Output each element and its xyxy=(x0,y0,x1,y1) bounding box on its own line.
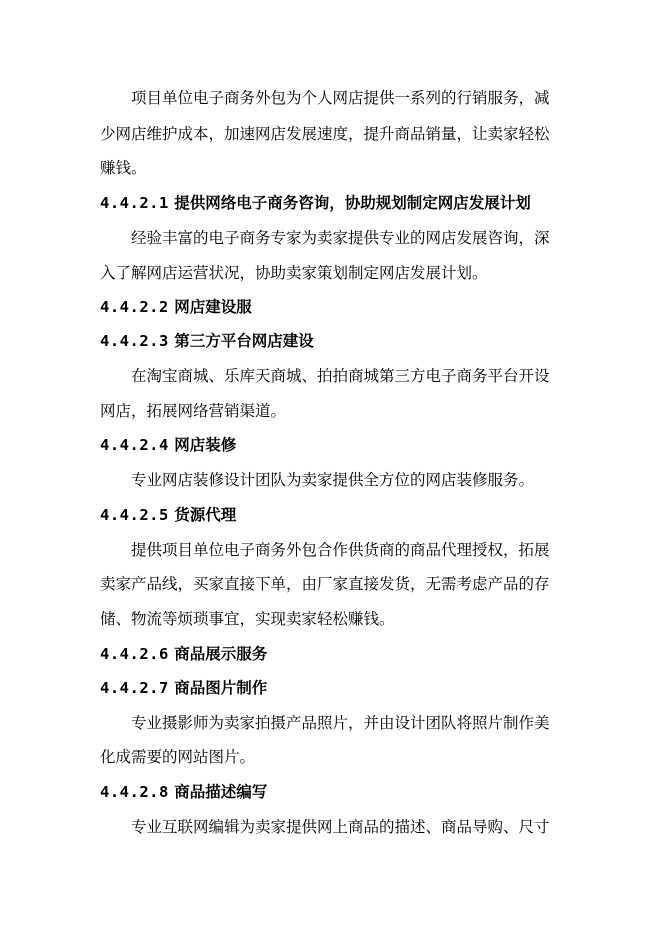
section-number: 4.4.2.1 xyxy=(100,194,169,212)
section-title: 第三方平台网店建设 xyxy=(174,331,314,350)
paragraph-line: 赚钱。 xyxy=(100,159,147,177)
section-heading xyxy=(100,297,252,317)
section-number: 4.4.2.2 xyxy=(100,298,169,316)
paragraph-line: 专业摄影师为卖家拍摄产品照片，并由设计团队将照片制作美 xyxy=(131,714,550,732)
paragraph-line: 经验丰富的电子商务专家为卖家提供专业的网店发展咨询，深 xyxy=(131,229,550,247)
paragraph-line: 卖家产品线，买家直接下单，由厂家直接发货，无需考虑产品的存 xyxy=(100,575,550,593)
section-number: 4.4.2.3 xyxy=(100,332,169,350)
section-title: 网店建设服 xyxy=(174,297,252,316)
section-number: 4.4.2.6 xyxy=(100,645,169,663)
paragraph-line: 储、物流等烦琐事宜，实现卖家轻松赚钱。 xyxy=(100,610,395,628)
section-title: 商品展示服务 xyxy=(174,644,268,663)
section-heading xyxy=(100,435,236,455)
section-title: 提供网络电子商务咨询，协助规划制定网店发展计划 xyxy=(174,193,531,212)
section-heading xyxy=(100,331,314,351)
section-heading xyxy=(100,193,531,213)
paragraph-line: 专业互联网编辑为卖家提供网上商品的描述、商品导购、尺寸 xyxy=(131,818,550,836)
paragraph-line: 网店，拓展网络营销渠道。 xyxy=(100,402,287,420)
section-title: 商品描述编写 xyxy=(174,782,268,801)
section-number: 4.4.2.5 xyxy=(100,506,169,524)
section-number: 4.4.2.8 xyxy=(100,783,169,801)
section-title: 货源代理 xyxy=(174,505,237,524)
section-heading xyxy=(100,678,267,698)
paragraph-line: 入了解网店运营状况，协助卖家策划制定网店发展计划。 xyxy=(100,264,488,282)
paragraph-line: 化成需要的网站图片。 xyxy=(100,748,256,766)
section-heading xyxy=(100,505,236,525)
section-title: 网店装修 xyxy=(174,435,237,454)
paragraph-line: 少网店维护成本，加速网店发展速度，提升商品销量，让卖家轻松 xyxy=(100,125,550,143)
section-number: 4.4.2.7 xyxy=(100,679,169,697)
paragraph-line: 项目单位电子商务外包为个人网店提供一系列的行销服务，减 xyxy=(131,89,550,107)
paragraph-line: 提供项目单位电子商务外包合作供货商的商品代理授权，拓展 xyxy=(131,541,550,559)
section-number: 4.4.2.4 xyxy=(100,436,169,454)
section-heading xyxy=(100,644,267,664)
section-title: 商品图片制作 xyxy=(174,678,268,697)
paragraph-line: 专业网店装修设计团队为卖家提供全方位的网店装修服务。 xyxy=(131,471,535,489)
paragraph-line: 在淘宝商城、乐库天商城、拍拍商城第三方电子商务平台开设 xyxy=(131,367,550,385)
section-heading xyxy=(100,782,267,802)
